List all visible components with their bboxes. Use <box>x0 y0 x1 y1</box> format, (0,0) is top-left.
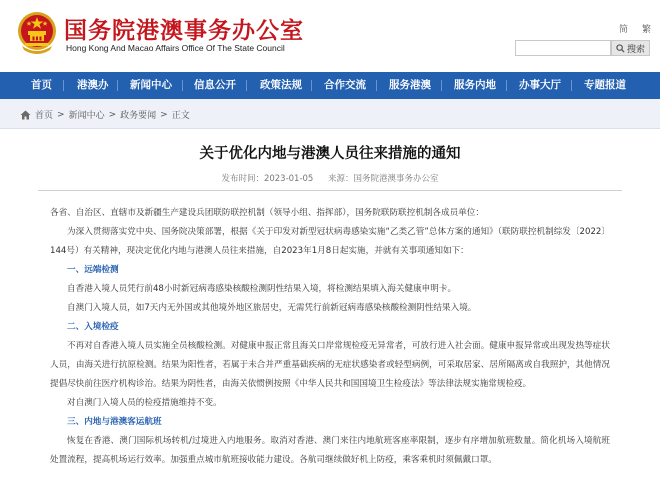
article-title: 关于优化内地与港澳人员往来措施的通知 <box>199 146 461 162</box>
site-title[interactable]: 国务院港澳事务办公室 <box>64 17 304 44</box>
nav-item-home[interactable]: 首页 <box>31 79 52 91</box>
nav-item-special-reports[interactable]: 专题报道 <box>584 79 626 91</box>
nav-item-cooperation[interactable]: 合作交流 <box>324 79 366 91</box>
nav-item-info[interactable]: 信息公开 <box>194 79 236 91</box>
section-heading: 二、入境检疫 <box>67 322 119 332</box>
breadcrumb-separator: > <box>160 109 168 120</box>
article-meta <box>0 172 660 184</box>
nav-divider <box>376 80 377 91</box>
nav-item-policy[interactable]: 政策法规 <box>260 79 302 91</box>
body-paragraph: 自香港入境人员凭行前48小时新冠病毒感染核酸检测阴性结果入境，将检测结果填入海关健康申明卡。 <box>67 284 457 294</box>
nav-divider <box>506 80 507 91</box>
lang-simplified-link[interactable]: 简 <box>619 25 629 35</box>
nav-item-serve-mainland[interactable]: 服务内地 <box>454 79 496 91</box>
nav-item-news[interactable]: 新闻中心 <box>130 79 172 91</box>
article-source: 来源：国务院港澳事务办公室 <box>328 174 439 184</box>
national-emblem-icon[interactable] <box>16 10 58 54</box>
home-icon <box>20 110 31 120</box>
body-paragraph: 不再对自香港入境人员实施全员核酸检测。对健康申报正常且海关口岸常规检疫无异常者，可放行进入社会面。健康申报异常或出现发热等症状人员，由海关进行抗原检测。结果为阳性者，若属于未合并严重基础疾病的无症状感染者或轻型病例，可采取居家、居所隔离或自我照护，其他情况提倡尽快前往医疗机构诊治。结果为阴性者，由海关依惯例按照《中华人民共和国国境卫生检疫法》等法律法规实施常规检疫。 <box>50 341 610 389</box>
breadcrumb-current: 正文 <box>171 111 190 121</box>
breadcrumb-home[interactable]: 首页 <box>35 111 54 121</box>
search-input[interactable] <box>515 40 611 56</box>
publish-time: 发布时间：2023-01-05 <box>221 174 314 184</box>
lang-traditional-link[interactable]: 繁 <box>642 25 652 35</box>
nav-divider <box>441 80 442 91</box>
breadcrumb-gov-news[interactable]: 政务要闻 <box>120 111 157 121</box>
section-heading: 一、远端检测 <box>67 265 119 275</box>
breadcrumb-news-center[interactable]: 新闻中心 <box>68 111 105 121</box>
nav-item-service-hall[interactable]: 办事大厅 <box>519 79 561 91</box>
nav-divider <box>311 80 312 91</box>
body-paragraph: 为深入贯彻落实党中央、国务院决策部署，根据《关于印发对新型冠状病毒感染实施“乙类乙管”总体方案的通知》（联防联控机制综发〔2022〕144号）有关精神，现决定优化内地与港澳人员往来措施，自2023年1月8日起实施，并就有关事项通知如下： <box>50 227 610 256</box>
nav-item-office[interactable]: 港澳办 <box>77 79 109 91</box>
site-header <box>0 0 660 72</box>
nav-divider <box>63 80 64 91</box>
body-paragraph: 恢复在香港、澳门国际机场转机/过境进入内地服务。取消对香港、澳门来往内地航班客座率限制，逐步有序增加航班数量。简化机场入境航班处置流程，提高机场运行效率。加强重点城市航班接收能力建设。各航司继续做好机上防疫，乘客乘机时须佩戴口罩。 <box>50 436 610 465</box>
nav-divider <box>571 80 572 91</box>
body-paragraph: 对自澳门入境人员的检疫措施维持不变。 <box>67 398 222 408</box>
search-button-label: 搜索 <box>626 44 645 55</box>
nav-divider <box>246 80 247 91</box>
main-nav <box>0 72 660 99</box>
nav-divider <box>117 80 118 91</box>
article-body <box>50 204 610 470</box>
breadcrumb <box>0 99 660 129</box>
search-icon <box>616 44 625 53</box>
breadcrumb-separator: > <box>108 109 117 120</box>
search-button[interactable] <box>611 40 650 56</box>
breadcrumb-separator: > <box>57 109 65 120</box>
nav-item-serve-hkmo[interactable]: 服务港澳 <box>389 79 431 91</box>
salutation-paragraph: 各省、自治区、直辖市及新疆生产建设兵团联防联控机制（领导小组、指挥部），国务院联防联控机制各成员单位： <box>50 208 484 218</box>
site-subtitle: Hong Kong And Macao Affairs Office Of The State Council <box>66 43 285 53</box>
title-divider <box>38 190 622 191</box>
section-heading: 三、内地与港澳客运航班 <box>67 417 162 427</box>
nav-divider <box>182 80 183 91</box>
body-paragraph: 自澳门入境人员，如7天内无外国或其他境外地区旅居史，无需凭行前新冠病毒感染核酸检测阴性结果入境。 <box>67 303 477 313</box>
